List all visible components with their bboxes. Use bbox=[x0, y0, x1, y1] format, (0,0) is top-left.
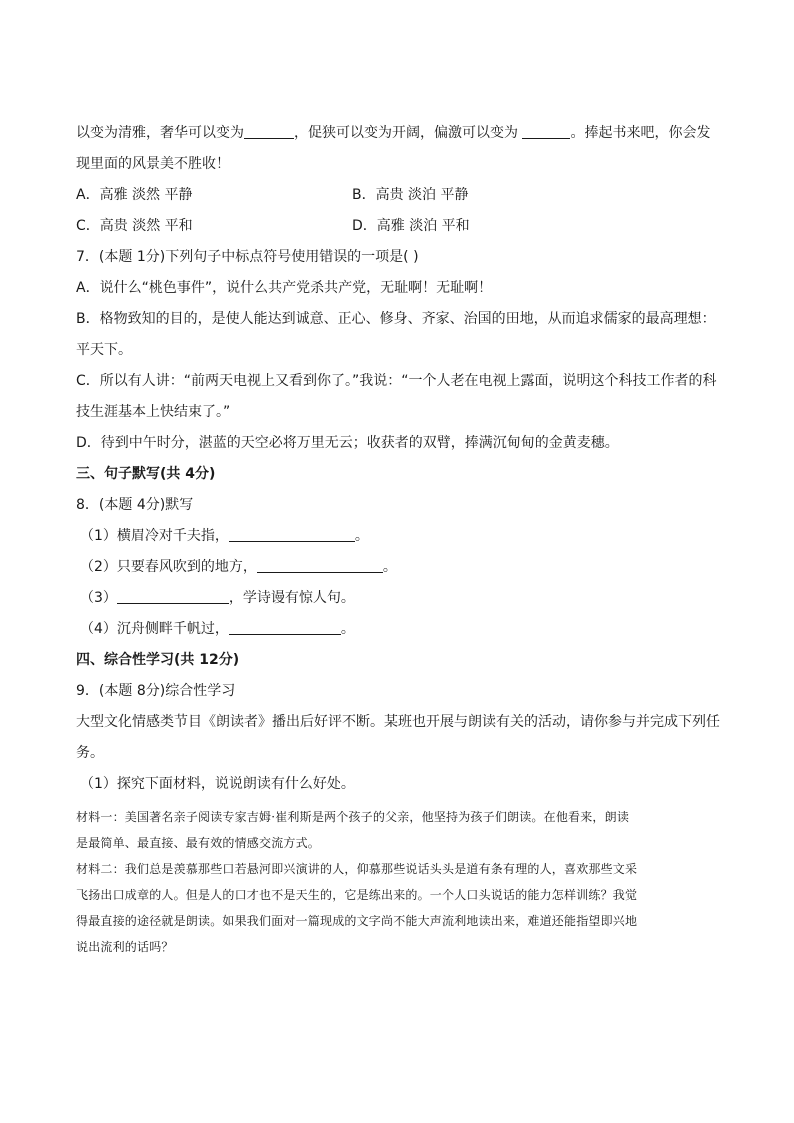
q6-text: 以变为清雅，奢华可以变为 bbox=[76, 125, 244, 141]
q8-item-end: 。 bbox=[340, 621, 355, 637]
q9-intro-line-1: 大型文化情感类节目《朗读者》播出后好评不断。某班也开展与朗读有关的活动，请你参与并完成下列任 bbox=[76, 714, 720, 730]
material-1-line-2: 是最简单、最直接、最有效的情感交流方式。 bbox=[76, 836, 321, 850]
exam-page bbox=[76, 118, 726, 960]
q6-option-c[interactable]: C．高贵 淡然 平和 bbox=[76, 218, 193, 234]
q7-option-c-cont: 技生涯基本上快结束了。” bbox=[76, 404, 231, 420]
q6-blank-1[interactable] bbox=[244, 122, 294, 139]
q7-stem: 7．(本题 1分)下列句子中标点符号使用错误的一项是( ) bbox=[76, 249, 419, 265]
q8-item-text: （2）只要春风吹到的地方， bbox=[80, 559, 257, 575]
q6-text: ，促狭可以变为开阔，偏激可以变为 bbox=[294, 125, 518, 141]
q7-option-b[interactable]: B．格物致知的目的，是使人能达到诚意、正心、修身、齐家、治国的田地，从而追求儒家的最高理想： bbox=[76, 311, 716, 327]
q6-option-d[interactable]: D．高雅 淡泊 平和 bbox=[352, 218, 470, 234]
q6-options-row-2 bbox=[76, 211, 726, 242]
q8-blank-4[interactable] bbox=[229, 618, 341, 635]
q8-item-end: 。 bbox=[354, 528, 369, 544]
q6-option-a[interactable]: A．高雅 淡然 平静 bbox=[76, 187, 193, 203]
q7-option-c[interactable]: C．所以有人讲：“前两天电视上又看到你了。”我说：“一个人老在电视上露面，说明这个科技工作者的科 bbox=[76, 373, 717, 389]
q8-item-text: ，学诗谩有惊人句。 bbox=[228, 590, 355, 606]
q8-stem: 8．(本题 4分)默写 bbox=[76, 497, 194, 513]
q6-options-row-1 bbox=[76, 180, 726, 211]
q8-item-4 bbox=[76, 614, 726, 645]
q8-item-text: （3） bbox=[80, 590, 117, 606]
q6-blank-2[interactable] bbox=[522, 122, 570, 139]
q6-option-b[interactable]: B．高贵 淡泊 平静 bbox=[352, 187, 469, 203]
q8-item-3 bbox=[76, 583, 726, 614]
q6-passage-line-1 bbox=[76, 118, 726, 149]
material-1-line-1: 材料一：美国著名亲子阅读专家吉姆·崔利斯是两个孩子的父亲，他坚持为孩子们朗读。在他看来，朗读 bbox=[76, 810, 630, 824]
q8-item-text: （1）横眉冷对千夫指， bbox=[80, 528, 229, 544]
q6-passage-line-2: 现里面的风景美不胜收！ bbox=[76, 156, 230, 172]
q8-item-1 bbox=[76, 521, 726, 552]
section-4-heading: 四、综合性学习(共 12分) bbox=[76, 652, 240, 668]
q9-task-1: （1）探究下面材料，说说朗读有什么好处。 bbox=[80, 776, 355, 792]
material-2-line-3: 得最直接的途径就是朗读。如果我们面对一篇现成的文字尚不能大声流利地读出来，难道还能指望即兴地 bbox=[76, 914, 638, 928]
material-2-line-2: 飞扬出口成章的人。但是人的口才也不是天生的，它是练出来的。一个人口头说话的能力怎样训练？我觉 bbox=[76, 888, 638, 902]
q7-option-a[interactable]: A．说什么“桃色事件”，说什么共产党杀共产党，无耻啊！无耻啊！ bbox=[76, 280, 493, 296]
q9-intro-line-2: 务。 bbox=[76, 745, 104, 761]
q8-blank-3[interactable] bbox=[117, 587, 229, 604]
material-2-line-4: 说出流利的话吗？ bbox=[76, 940, 174, 954]
q6-text: 。捧起书来吧，你会发 bbox=[570, 125, 711, 141]
section-3-heading: 三、句子默写(共 4分) bbox=[76, 466, 216, 482]
q8-blank-1[interactable] bbox=[229, 525, 355, 542]
q8-item-text: （4）沉舟侧畔千帆过， bbox=[80, 621, 229, 637]
q7-option-b-cont: 平天下。 bbox=[76, 342, 132, 358]
q9-stem: 9．(本题 8分)综合性学习 bbox=[76, 683, 236, 699]
q8-item-2 bbox=[76, 552, 726, 583]
q7-option-d[interactable]: D．待到中午时分，湛蓝的天空必将万里无云；收获者的双臂，捧满沉甸甸的金黄麦穗。 bbox=[76, 435, 619, 451]
q8-blank-2[interactable] bbox=[257, 556, 383, 573]
material-2-line-1: 材料二：我们总是羡慕那些口若悬河即兴演讲的人，仰慕那些说话头头是道有条有理的人，喜欢那些文采 bbox=[76, 862, 638, 876]
q8-item-end: 。 bbox=[382, 559, 397, 575]
